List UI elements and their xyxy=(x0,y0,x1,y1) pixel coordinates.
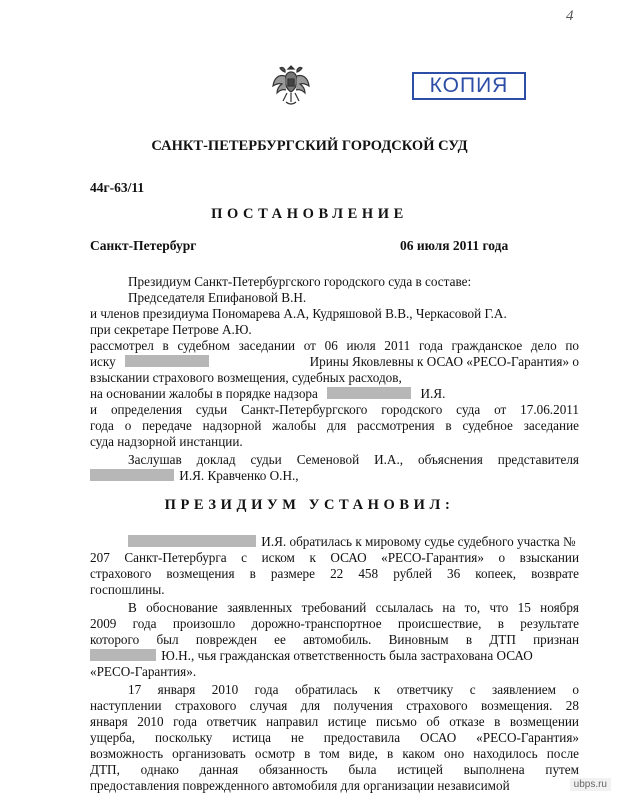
text-line xyxy=(128,534,579,550)
text-fragment: И.Я. обратилась к мировому судье судебного участка № xyxy=(261,534,576,549)
text-line: возможность организовать осмотр в том виде, в каком оно находилось после xyxy=(90,746,579,761)
text-line: и определения судьи Санкт-Петербургского городского суда от 17.06.2011 xyxy=(90,402,579,417)
text-line: Председателя Епифановой В.Н. xyxy=(128,290,307,305)
text-line: ущерба, поскольку истица не предоставила ОСАО «РЕСО-Гарантия» xyxy=(90,730,579,745)
page-number: 4 xyxy=(566,8,574,24)
text-line: Президиум Санкт-Петербургского городского суда в составе: xyxy=(128,274,472,289)
text-line: суда надзорной инстанции. xyxy=(90,434,243,449)
text-line: которого был поврежден ее автомобиль. Виновным в ДТП признан xyxy=(90,632,579,647)
text-fragment: Ю.Н., чья гражданская ответственность была застрахована ОСАО xyxy=(161,648,533,663)
text-line xyxy=(90,648,579,664)
city: Санкт-Петербург xyxy=(90,238,197,253)
section-heading: ПРЕЗИДИУМ УСТАНОВИЛ: xyxy=(164,497,455,513)
court-name: САНКТ-ПЕТЕРБУРГСКИЙ ГОРОДСКОЙ СУД xyxy=(151,138,468,154)
text-line: предоставления поврежденного автомобиля для организации независимой xyxy=(90,778,510,793)
text-line: госпошлины. xyxy=(90,582,165,597)
text-line: 2009 года произошло дорожно-транспортное происшествие, в результате xyxy=(90,616,579,631)
text-fragment: Ирины Яковлевны к ОСАО «РЕСО-Гарантия» о xyxy=(309,354,579,369)
text-line: взыскании страхового возмещения, судебных расходов, xyxy=(90,370,402,385)
text-line: «РЕСО-Гарантия». xyxy=(90,664,197,679)
text-fragment: иску xyxy=(90,354,116,369)
watermark: ubps.ru xyxy=(570,778,611,791)
text-line: января 2010 года ответчик направил истице письмо об отказе в возмещении xyxy=(90,714,579,729)
text-line: наступлении страхового случая для получения страхового возмещения. 28 xyxy=(90,698,579,713)
text-line xyxy=(90,468,579,484)
text-line: при секретаре Петрове А.Ю. xyxy=(90,322,252,337)
text-line: ДТП, однако данная обязанность была истицей выполнена путем xyxy=(90,762,579,777)
redaction-block xyxy=(90,469,174,481)
copy-stamp: КОПИЯ xyxy=(412,72,526,100)
redaction-block xyxy=(327,387,411,399)
text-line: Заслушав доклад судьи Семеновой И.А., объяснения представителя xyxy=(128,452,579,467)
text-line xyxy=(90,386,579,402)
text-fragment: на основании жалобы в порядке надзора xyxy=(90,386,318,401)
document-date: 06 июля 2011 года xyxy=(400,238,509,253)
text-line xyxy=(90,354,579,370)
document-title: ПОСТАНОВЛЕНИЕ xyxy=(211,206,408,222)
case-number: 44г-63/11 xyxy=(90,180,145,195)
text-line: года о передаче надзорной жалобы для рассмотрения в судебное заседание xyxy=(90,418,579,433)
text-line: В обоснование заявленных требований ссылалась на то, что 15 ноября xyxy=(128,600,579,615)
text-line: 207 Санкт-Петербурга с иском к ОСАО «РЕСО-Гарантия» о взыскании xyxy=(90,550,579,565)
coat-of-arms-emblem xyxy=(272,62,310,108)
text-line: рассмотрел в судебном заседании от 06 июля 2011 года гражданское дело по xyxy=(90,338,579,353)
text-line: и членов президиума Пономарева А.А, Кудряшовой В.В., Черкасовой Г.А. xyxy=(90,306,507,321)
redaction-block xyxy=(90,649,156,661)
text-line: страхового возмещения в размере 22 458 рублей 36 копеек, возврате xyxy=(90,566,579,581)
redaction-block xyxy=(125,355,209,367)
text-fragment: И.Я. Кравченко О.Н., xyxy=(179,468,299,483)
text-line: 17 января 2010 года обратилась к ответчику с заявлением о xyxy=(128,682,579,697)
redaction-block xyxy=(128,535,256,547)
text-fragment: И.Я. xyxy=(420,386,446,401)
